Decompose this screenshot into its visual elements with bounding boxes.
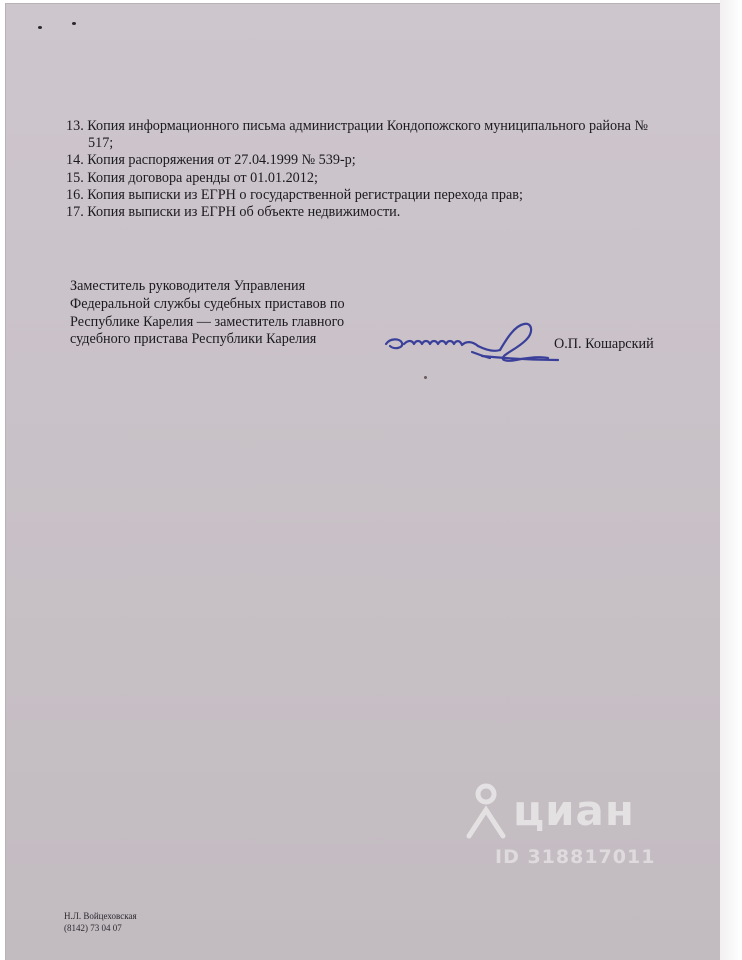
signatory-title-line: судебного пристава Республики Карелия [70,331,317,348]
signatory-title-line: Заместитель руководителя Управления [70,278,306,294]
attachment-item: 16. Копия выписки из ЕГРН о государственной регистрации перехода прав; [66,186,523,203]
scan-margin [720,0,742,960]
watermark [461,776,691,876]
watermark-listing-id: ID 318817011 [495,846,656,868]
watermark-brand: циан [513,786,635,835]
executor-info [64,910,137,934]
executor-phone: (8142) 73 04 07 [64,923,122,933]
document-page [6,4,720,960]
signatory-title-line: Федеральной службы судебных приставов по [70,295,345,312]
attachment-item: 15. Копия договора аренды от 01.01.2012; [66,169,318,186]
scan-speck [424,376,427,379]
location-pin-icon [461,780,511,840]
executor-name: Н.Л. Войцеховская [64,911,137,921]
signatory-title [70,278,390,349]
attachment-item: 13. Копия информационного письма администрации Кондопожского муниципального района № 517; [66,118,649,152]
handwritten-signature [382,316,564,372]
scan-speck [38,26,42,29]
scan-speck [72,22,76,25]
signer-name: О.П. Кошарский [554,336,654,352]
signatory-title-line: Республике Карелия — заместитель главного [70,313,345,330]
attachment-item: 14. Копия распоряжения от 27.04.1999 № 539-р; [66,152,356,169]
attachment-item: 17. Копия выписки из ЕГРН об объекте недвижимости. [66,204,401,221]
attachment-list [66,118,666,221]
